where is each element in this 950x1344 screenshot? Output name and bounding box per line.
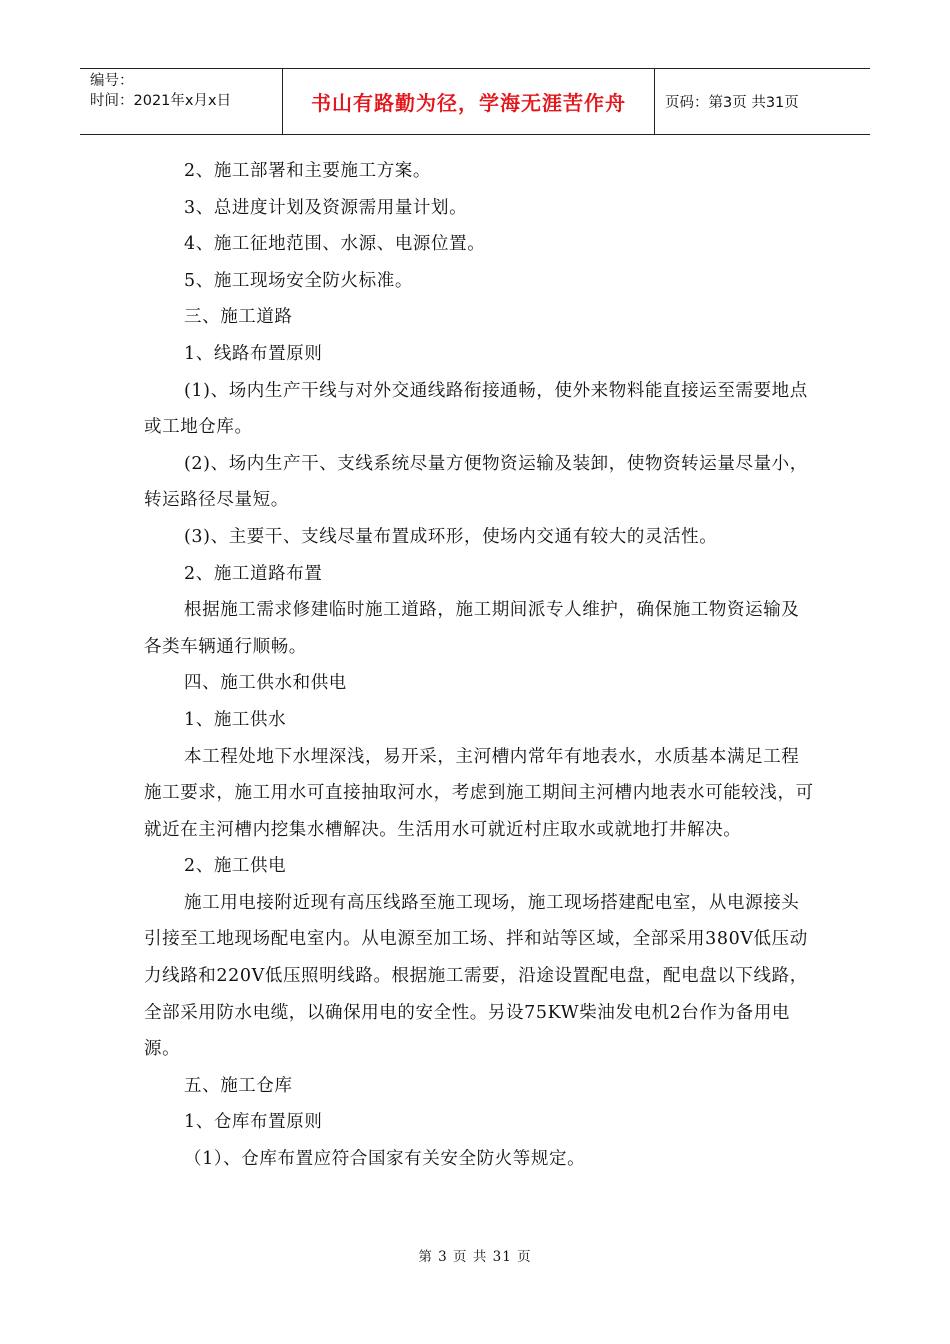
- page-footer: 第 3 页 共 31 页: [418, 1249, 532, 1265]
- paragraph: (1)、场内生产干线与对外交通线路衔接通畅，使外来物料能直接运至需要地点或工地仓库。: [144, 380, 808, 438]
- subsection-heading: 2、施工供电: [184, 856, 287, 877]
- subsection-heading: 2、施工道路布置: [184, 563, 323, 584]
- document-number-label: 编号：: [90, 73, 134, 89]
- header-meta: [80, 69, 283, 134]
- page-header: [80, 68, 870, 135]
- paragraph: 3、总进度计划及资源需用量计划。: [184, 197, 468, 218]
- paragraph: 4、施工征地范围、水源、电源位置。: [184, 234, 486, 255]
- section-heading: 四、施工供水和供电: [184, 673, 347, 694]
- document-body: [144, 153, 814, 1178]
- paragraph: 5、施工现场安全防火标准。: [184, 270, 413, 291]
- paragraph: (2)、场内生产干、支线系统尽量方便物资运输及装卸，使物资转运量尽量小，转运路径尽量短。: [144, 453, 808, 511]
- paragraph: (3)、主要干、支线尽量布置成环形，使场内交通有较大的灵活性。: [184, 526, 718, 547]
- paragraph: 2、施工部署和主要施工方案。: [184, 161, 432, 181]
- section-heading: 五、施工仓库: [184, 1075, 293, 1096]
- subsection-heading: 1、施工供水: [184, 709, 287, 730]
- paragraph: 施工用电接附近现有高压线路至施工现场，施工现场搭建配电室，从电源接头引接至工地现场配电室内。从电源至加工场、拌和站等区域，全部采用380V低压动力线路和220V低压照明线路。根据施工需要，沿途设置配电盘，配电盘以下线路，全部采用防水电缆，以确保用电的安全性。另设75KW柴油发电机2台作为备用电源。: [144, 892, 808, 1060]
- paragraph: 本工程处地下水埋深浅，易开采，主河槽内常年有地表水，水质基本满足工程施工要求，施工用水可直接抽取河水，考虑到施工期间主河槽内地表水可能较浅，可就近在主河槽内挖集水槽解决。生活用水可就近村庄取水或就地打井解决。: [144, 746, 814, 840]
- paragraph: （1）、仓库布置应符合国家有关安全防火等规定。: [184, 1149, 586, 1170]
- subsection-heading: 1、仓库布置原则: [184, 1112, 323, 1133]
- paragraph: 根据施工需求修建临时施工道路，施工期间派专人维护，确保施工物资运输及各类车辆通行顺畅。: [144, 600, 800, 657]
- header-page-info: 页码：第3页 共31页: [665, 95, 799, 111]
- section-heading: 三、施工道路: [184, 307, 293, 328]
- document-time-label: 时间：2021年x月x日: [90, 93, 232, 109]
- header-motto: 书山有路勤为径，学海无涯苦作舟: [283, 69, 655, 134]
- subsection-heading: 1、线路布置原则: [184, 343, 323, 364]
